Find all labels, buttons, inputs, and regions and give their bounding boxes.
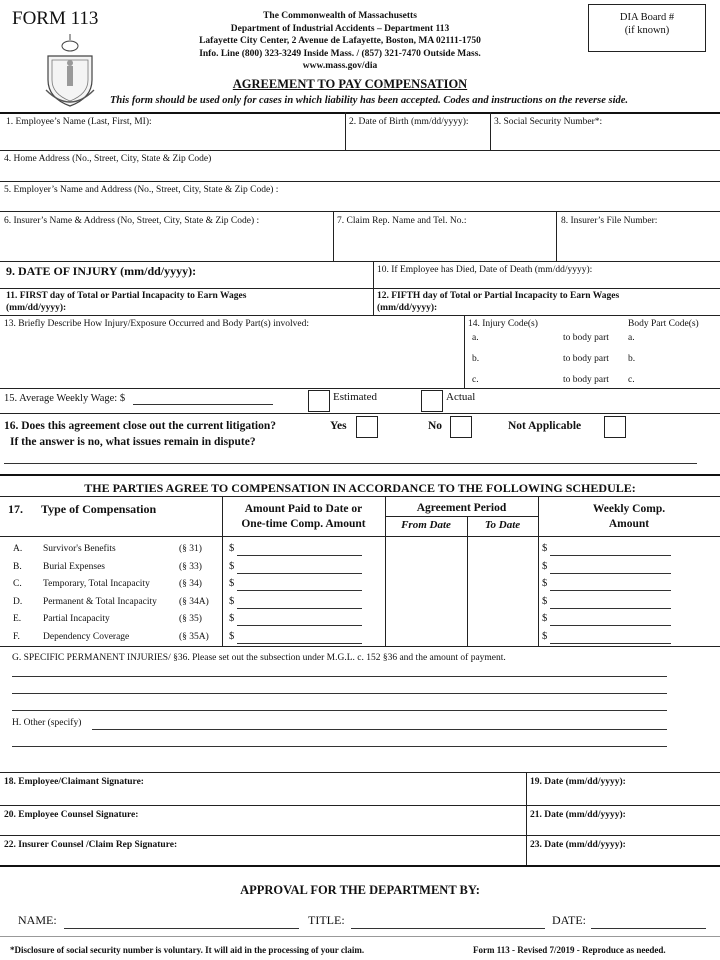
schedule-row-name: Permanent & Total Incapacity bbox=[43, 596, 157, 607]
schedule-row-name: Partial Incapacity bbox=[43, 614, 110, 624]
schedule-row-letter: A. bbox=[13, 544, 23, 554]
employer-name-address-label: 5. Employer’s Name and Address (No., Street, City, State & Zip Code) : bbox=[4, 185, 279, 195]
to-date-field[interactable] bbox=[469, 542, 536, 557]
schedule-row-name: Survivor's Benefits bbox=[43, 544, 116, 554]
employee-counsel-signature-field[interactable] bbox=[2, 822, 524, 834]
approval-name-field[interactable] bbox=[64, 912, 299, 928]
dia-board-label: DIA Board # bbox=[619, 12, 675, 23]
agency-line-3: Lafayette City Center, 2 Avenue de Lafayette, Boston, MA 02111-1750 bbox=[199, 36, 481, 46]
schedule-row-section: (§ 34) bbox=[179, 579, 202, 589]
other-specify-line-2 bbox=[12, 746, 667, 747]
schedule-row-letter: F. bbox=[13, 631, 20, 642]
date-of-death-field[interactable] bbox=[375, 276, 717, 286]
schedule-row-section: (§ 35A) bbox=[179, 631, 209, 642]
home-address-label: 4. Home Address (No., Street, City, State & Zip Code) bbox=[4, 154, 212, 164]
col-amount-paid bbox=[222, 502, 385, 532]
estimated-checkbox[interactable] bbox=[308, 390, 330, 412]
specific-injuries-line-3 bbox=[12, 710, 667, 711]
insurer-name-address-field[interactable] bbox=[2, 228, 330, 259]
body-part-a-label: a. bbox=[628, 333, 635, 343]
insurer-file-number-label: 8. Insurer’s File Number: bbox=[561, 216, 658, 226]
employer-name-address-field[interactable] bbox=[2, 196, 717, 210]
approval-date-field[interactable] bbox=[591, 912, 706, 928]
insurer-counsel-signature-label: 22. Insurer Counsel /Claim Rep Signature: bbox=[4, 840, 178, 850]
weekly-dollar-sign: $ bbox=[542, 560, 548, 572]
body-part-code-c-field[interactable] bbox=[640, 373, 717, 387]
weekly-comp-field[interactable] bbox=[550, 560, 671, 573]
weekly-line bbox=[550, 590, 671, 591]
weekly-line bbox=[550, 625, 671, 626]
from-date-field[interactable] bbox=[387, 542, 465, 557]
average-weekly-wage-line bbox=[133, 404, 273, 405]
col-weekly-comp-line2: Amount bbox=[608, 518, 650, 530]
employee-signature-date-field[interactable] bbox=[528, 789, 717, 803]
from-date-field[interactable] bbox=[387, 612, 465, 627]
to-date-field[interactable] bbox=[469, 630, 536, 645]
col-to-date: To Date bbox=[484, 519, 521, 531]
to-body-part-c-label: to body part bbox=[563, 375, 609, 385]
approval-date-label: DATE: bbox=[552, 913, 586, 927]
body-part-c-label: c. bbox=[628, 375, 635, 385]
form-number: FORM 113 bbox=[12, 8, 99, 29]
date-of-birth-label: 2. Date of Birth (mm/dd/yyyy): bbox=[349, 117, 469, 127]
approval-date-line bbox=[591, 928, 706, 929]
agency-line-2: Department of Industrial Accidents – Department 113 bbox=[230, 23, 450, 34]
date-of-death-label: 10. If Employee has Died, Date of Death (mm/dd/yyyy): bbox=[377, 265, 593, 275]
date-of-birth-field[interactable] bbox=[347, 128, 487, 148]
schedule-row-name: Temporary, Total Incapacity bbox=[43, 579, 150, 589]
to-date-field[interactable] bbox=[469, 577, 536, 592]
claim-rep-field[interactable] bbox=[335, 228, 554, 259]
amount-dollar-sign: $ bbox=[229, 630, 235, 642]
schedule-heading: THE PARTIES AGREE TO COMPENSATION IN ACCORDANCE TO THE FOLLOWING SCHEDULE: bbox=[84, 481, 636, 495]
amount-paid-field[interactable] bbox=[237, 560, 362, 573]
amount-line bbox=[237, 555, 362, 556]
injury-code-a-field[interactable] bbox=[482, 331, 558, 345]
weekly-dollar-sign: $ bbox=[542, 630, 548, 642]
date-of-injury-field[interactable] bbox=[222, 263, 370, 285]
actual-label: Actual bbox=[446, 391, 476, 403]
specific-injuries-field[interactable] bbox=[12, 664, 667, 710]
issues-in-dispute-label: If the answer is no, what issues remain in dispute? bbox=[10, 436, 256, 448]
ssn-label: 3. Social Security Number*: bbox=[494, 117, 603, 127]
issues-in-dispute-line bbox=[4, 463, 697, 464]
weekly-dollar-sign: $ bbox=[542, 578, 548, 589]
agency-line-4: Info. Line (800) 323-3249 Inside Mass. / (857) 321-7470 Outside Mass. bbox=[199, 48, 481, 59]
schedule-row-section: (§ 33) bbox=[179, 561, 202, 572]
other-specify-field[interactable] bbox=[92, 716, 667, 746]
approval-heading: APPROVAL FOR THE DEPARTMENT BY: bbox=[240, 883, 480, 897]
weekly-comp-field[interactable] bbox=[550, 630, 671, 643]
estimated-label: Estimated bbox=[333, 391, 377, 403]
agency-line-5: www.mass.gov/dia bbox=[302, 61, 378, 71]
weekly-comp-field[interactable] bbox=[550, 595, 671, 608]
schedule-row-letter: C. bbox=[13, 579, 22, 589]
average-weekly-wage-label: 15. Average Weekly Wage: $ bbox=[4, 393, 126, 404]
body-part-b-label: b. bbox=[628, 354, 636, 364]
average-weekly-wage-field[interactable] bbox=[133, 391, 273, 404]
schedule-row-letter: D. bbox=[13, 596, 23, 607]
ssn-field[interactable] bbox=[492, 128, 717, 148]
amount-line bbox=[237, 625, 362, 626]
litigation-no-checkbox[interactable] bbox=[450, 416, 472, 438]
schedule-row-section: (§ 31) bbox=[179, 544, 202, 554]
approval-name-line bbox=[64, 928, 299, 929]
first-day-incapacity-label: 11. FIRST day of Total or Partial Incapacity to Earn Wages bbox=[6, 291, 247, 301]
employee-signature-field[interactable] bbox=[2, 789, 524, 803]
dia-board-sublabel: (if known) bbox=[624, 25, 670, 36]
employee-counsel-date-field[interactable] bbox=[528, 822, 717, 834]
form-revision: Form 113 - Revised 7/2019 - Reproduce as needed. bbox=[473, 945, 666, 955]
schedule-item-number: 17. bbox=[8, 502, 23, 516]
state-seal-logo bbox=[42, 30, 98, 110]
weekly-line bbox=[550, 608, 671, 609]
approval-title-label: TITLE: bbox=[308, 913, 345, 927]
dia-board-box[interactable] bbox=[588, 4, 706, 52]
from-date-field[interactable] bbox=[387, 560, 465, 575]
approval-title-line bbox=[351, 928, 545, 929]
fifth-day-incapacity-field[interactable] bbox=[450, 302, 717, 314]
agency-line-1: The Commonwealth of Massachusetts bbox=[263, 11, 417, 21]
amount-paid-field[interactable] bbox=[237, 612, 362, 625]
amount-dollar-sign: $ bbox=[229, 613, 235, 624]
claim-rep-label: 7. Claim Rep. Name and Tel. No.: bbox=[337, 216, 467, 226]
actual-checkbox[interactable] bbox=[421, 390, 443, 412]
approval-title-field[interactable] bbox=[351, 912, 545, 928]
amount-paid-field[interactable] bbox=[237, 595, 362, 608]
col-amount-paid-line2: One-time Comp. Amount bbox=[241, 518, 366, 530]
insurer-file-number-field[interactable] bbox=[558, 228, 717, 259]
schedule-row-letter: B. bbox=[13, 561, 22, 572]
injury-code-c-field[interactable] bbox=[482, 373, 558, 387]
amount-line bbox=[237, 590, 362, 591]
injury-description-field[interactable] bbox=[2, 331, 461, 386]
from-date-field[interactable] bbox=[387, 630, 465, 645]
approval-name-label: NAME: bbox=[18, 913, 57, 927]
amount-dollar-sign: $ bbox=[229, 578, 235, 589]
to-body-part-a-label: to body part bbox=[563, 333, 609, 343]
insurer-counsel-signature-field[interactable] bbox=[2, 852, 524, 864]
col-weekly-comp-line1: Weekly Comp. bbox=[592, 503, 666, 515]
injury-code-a-label: a. bbox=[472, 333, 479, 343]
insurer-counsel-date-field[interactable] bbox=[528, 852, 717, 864]
amount-paid-field[interactable] bbox=[237, 542, 362, 555]
litigation-yes-label: Yes bbox=[330, 420, 347, 432]
schedule-row-name: Burial Expenses bbox=[43, 561, 106, 572]
col-agreement-period: Agreement Period bbox=[416, 502, 507, 514]
weekly-line bbox=[550, 573, 671, 574]
injury-codes-label: 14. Injury Code(s) bbox=[468, 319, 538, 329]
date-of-injury-label: 9. DATE OF INJURY (mm/dd/yyyy): bbox=[6, 264, 197, 278]
to-date-field[interactable] bbox=[469, 595, 536, 610]
weekly-line bbox=[550, 643, 671, 644]
schedule-row-section: (§ 35) bbox=[179, 614, 202, 624]
injury-code-b-label: b. bbox=[472, 354, 480, 364]
litigation-not-applicable-label: Not Applicable bbox=[508, 420, 582, 432]
amount-line bbox=[237, 573, 362, 574]
weekly-line bbox=[550, 555, 671, 556]
col-from-date: From Date bbox=[401, 519, 451, 531]
weekly-dollar-sign: $ bbox=[542, 613, 548, 624]
from-date-field[interactable] bbox=[387, 577, 465, 592]
employee-signature-date-label: 19. Date (mm/dd/yyyy): bbox=[530, 777, 626, 787]
body-part-codes-label: Body Part Code(s) bbox=[628, 319, 699, 329]
fifth-day-incapacity-sublabel: (mm/dd/yyyy): bbox=[377, 303, 438, 313]
amount-dollar-sign: $ bbox=[229, 560, 235, 572]
col-type-of-compensation: Type of Compensation bbox=[41, 502, 157, 516]
employee-name-label: 1. Employee’s Name (Last, First, MI): bbox=[6, 117, 152, 127]
weekly-comp-field[interactable] bbox=[550, 577, 671, 590]
other-specify-label: H. Other (specify) bbox=[12, 718, 82, 728]
amount-dollar-sign: $ bbox=[229, 543, 235, 554]
injury-code-c-label: c. bbox=[472, 375, 479, 385]
to-date-field[interactable] bbox=[469, 612, 536, 627]
home-address-field[interactable] bbox=[2, 165, 717, 180]
body-part-code-a-field[interactable] bbox=[640, 331, 717, 345]
weekly-comp-field[interactable] bbox=[550, 542, 671, 555]
fifth-day-incapacity-label: 12. FIFTH day of Total or Partial Incapacity to Earn Wages bbox=[377, 291, 620, 301]
insurer-counsel-date-label: 23. Date (mm/dd/yyyy): bbox=[530, 840, 626, 850]
first-day-incapacity-sublabel: (mm/dd/yyyy): bbox=[6, 303, 67, 313]
first-day-incapacity-field[interactable] bbox=[80, 302, 370, 314]
ssn-disclosure-note: *Disclosure of social security number is voluntary. It will aid in the processing of your claim. bbox=[10, 945, 365, 955]
employee-counsel-signature-label: 20. Employee Counsel Signature: bbox=[4, 810, 139, 820]
weekly-comp-field[interactable] bbox=[550, 612, 671, 625]
issues-in-dispute-field[interactable] bbox=[4, 449, 697, 463]
injury-code-b-field[interactable] bbox=[482, 352, 558, 366]
injury-description-label: 13. Briefly Describe How Injury/Exposure Occurred and Body Part(s) involved: bbox=[4, 319, 309, 329]
amount-line bbox=[237, 608, 362, 609]
weekly-dollar-sign: $ bbox=[542, 543, 548, 554]
amount-paid-field[interactable] bbox=[237, 577, 362, 590]
form-subtitle: This form should be used only for cases in which liability has been accepted. Codes and instructions on the reverse side. bbox=[110, 95, 629, 106]
agency-header bbox=[180, 10, 500, 73]
schedule-row-section: (§ 34A) bbox=[179, 596, 209, 607]
litigation-not-applicable-checkbox[interactable] bbox=[604, 416, 626, 438]
litigation-no-label: No bbox=[428, 420, 443, 432]
col-amount-paid-line1: Amount Paid to Date or bbox=[244, 503, 363, 515]
amount-line bbox=[237, 643, 362, 644]
to-body-part-b-label: to body part bbox=[563, 354, 609, 364]
to-date-field[interactable] bbox=[469, 560, 536, 575]
employee-name-field[interactable] bbox=[2, 128, 342, 148]
amount-dollar-sign: $ bbox=[229, 595, 235, 607]
weekly-dollar-sign: $ bbox=[542, 595, 548, 607]
form-title: AGREEMENT TO PAY COMPENSATION bbox=[232, 77, 468, 91]
schedule-row-name: Dependency Coverage bbox=[43, 631, 130, 642]
col-weekly-comp bbox=[538, 502, 720, 532]
specific-injuries-label: G. SPECIFIC PERMANENT INJURIES/ §36. Please set out the subsection under M.G.L. c. 152 §36 and the amount of payment. bbox=[12, 653, 506, 663]
schedule-row-letter: E. bbox=[13, 614, 22, 624]
employee-signature-label: 18. Employee/Claimant Signature: bbox=[4, 777, 144, 787]
litigation-yes-checkbox[interactable] bbox=[356, 416, 378, 438]
from-date-field[interactable] bbox=[387, 595, 465, 610]
employee-counsel-date-label: 21. Date (mm/dd/yyyy): bbox=[530, 810, 626, 820]
amount-paid-field[interactable] bbox=[237, 630, 362, 643]
body-part-code-b-field[interactable] bbox=[640, 352, 717, 366]
insurer-name-address-label: 6. Insurer’s Name & Address (No, Street, City, State & Zip Code) : bbox=[4, 216, 260, 226]
litigation-question: 16. Does this agreement close out the current litigation? bbox=[4, 420, 277, 432]
